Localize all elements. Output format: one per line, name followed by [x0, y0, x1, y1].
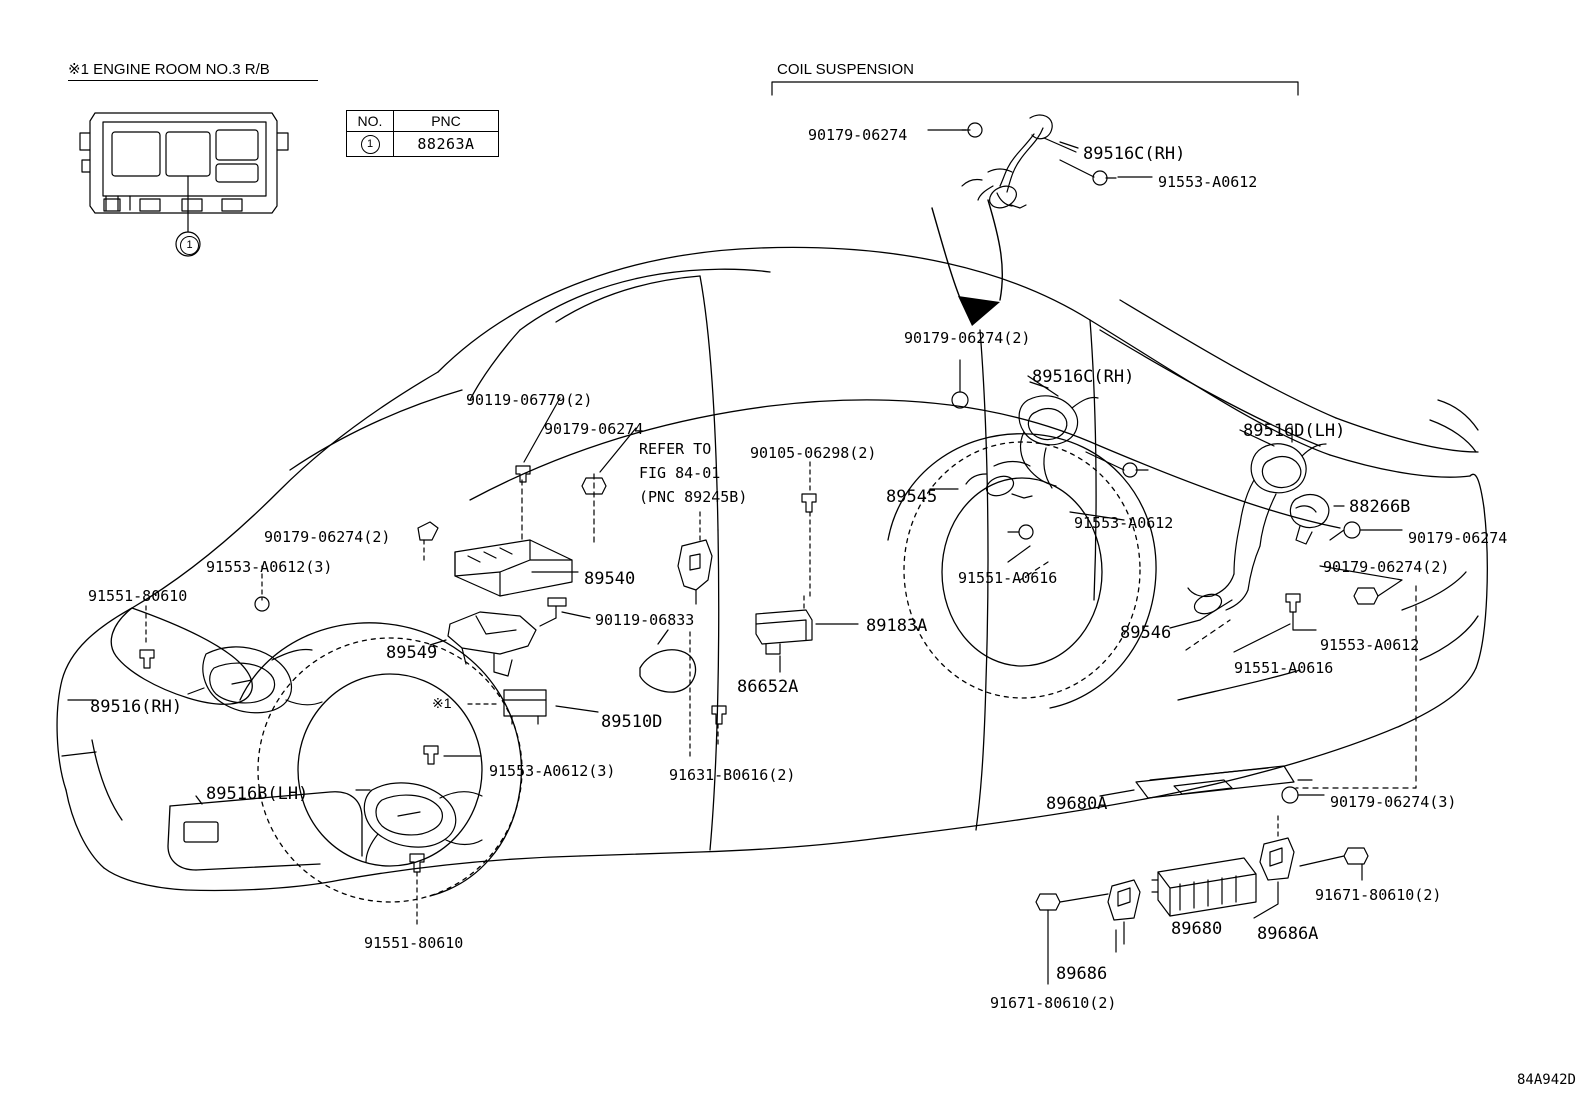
- part-label-89516c-rh: 89516C(RH): [1032, 367, 1135, 387]
- col-header-pnc: PNC: [394, 111, 499, 132]
- relay-box-callout: [180, 235, 199, 255]
- part-label-91553-a0612-3: 91553-A0612(3): [206, 558, 333, 576]
- table-header-row: [347, 111, 499, 132]
- part-label-91551-a0616: 91551-A0616: [1234, 659, 1334, 677]
- part-label-89680a: 89680A: [1046, 794, 1108, 814]
- part-label-89516b-lh: 89516B(LH): [206, 784, 309, 804]
- row-no-cell: [347, 132, 394, 157]
- diagram-code: 84A942D: [1516, 1072, 1576, 1088]
- part-label-89516d-lh: 89516D(LH): [1243, 421, 1346, 441]
- part-label-89686a: 89686A: [1257, 924, 1319, 944]
- part-89516D-LH: [1188, 444, 1326, 617]
- part-89516B-LH: [364, 783, 482, 862]
- part-label-89540: 89540: [584, 569, 636, 589]
- bolt-91631-B0616: [712, 706, 726, 724]
- bolt-90119-06779: [516, 466, 530, 482]
- part-label-91551-80610: 91551-80610: [88, 587, 188, 605]
- table-row: [347, 132, 499, 157]
- refer-note-line-3: (PNC 89245B): [639, 488, 748, 506]
- part-89510D: [504, 690, 546, 724]
- part-86652A: [756, 610, 812, 654]
- part-label-90179-06274-3: 90179-06274(3): [1330, 793, 1457, 811]
- coil-suspension-title: COIL SUSPENSION: [777, 61, 914, 78]
- part-89245B-bracket: [678, 540, 712, 604]
- part-label-91553-a0612-3: 91553-A0612(3): [489, 762, 616, 780]
- part-label-88266b: 88266B: [1349, 497, 1411, 517]
- bolt-91553-A0612-right: [1286, 594, 1300, 612]
- part-label-90119-06833: 90119-06833: [595, 611, 695, 629]
- bolt-91551-80610-left: [140, 650, 154, 668]
- bolt-91553-A0612-3: [424, 746, 438, 764]
- callout-number-1: 1: [180, 236, 199, 255]
- part-89549: [448, 612, 536, 676]
- note-marker-1: ※1: [432, 695, 452, 711]
- part-label-89545: 89545: [886, 487, 938, 507]
- callout-number: 1: [361, 135, 380, 154]
- col-header-no: NO.: [347, 111, 394, 132]
- part-label-91671-80610-2: 91671-80610(2): [990, 994, 1117, 1012]
- part-label-91551-80610: 91551-80610: [364, 934, 464, 952]
- part-label-91631-b0616-2: 91631-B0616(2): [669, 766, 796, 784]
- engine-room-relay-box: [80, 113, 288, 232]
- part-label-90179-06274-2: 90179-06274(2): [904, 329, 1031, 347]
- part-label-90105-06298-2: 90105-06298(2): [750, 444, 877, 462]
- part-label-89510d: 89510D: [601, 712, 663, 732]
- engine-room-underline: [68, 80, 318, 81]
- part-89686-bracket: [1108, 880, 1140, 920]
- part-88266B: [1290, 495, 1328, 544]
- refer-note-line-1: REFER TO: [639, 440, 712, 458]
- bolt-91671-80610-right: [1344, 848, 1368, 864]
- pnc-table: [346, 110, 499, 157]
- part-label-89680: 89680: [1171, 919, 1223, 939]
- bolt-90179-06274-2-right: [1354, 588, 1378, 604]
- part-label-89549: 89549: [386, 643, 438, 663]
- part-89686A-bracket: [1260, 838, 1294, 880]
- part-label-91551-a0616: 91551-A0616: [958, 569, 1058, 587]
- part-label-91553-a0612: 91553-A0612: [1074, 514, 1174, 532]
- part-label-89546: 89546: [1120, 623, 1172, 643]
- part-label-91553-a0612: 91553-A0612: [1158, 173, 1258, 191]
- part-label-91671-80610-2: 91671-80610(2): [1315, 886, 1442, 904]
- part-label-90179-06274-2: 90179-06274(2): [1323, 558, 1450, 576]
- part-label-89516-rh: 89516(RH): [90, 697, 183, 717]
- part-label-90179-06274: 90179-06274: [1408, 529, 1508, 547]
- part-label-90179-06274: 90179-06274: [808, 126, 908, 144]
- bolt-91551-80610-bottom: [410, 854, 424, 872]
- part-label-90119-06779-2: 90119-06779(2): [466, 391, 593, 409]
- part-89516-RH: [203, 647, 322, 713]
- row-pnc-cell: 88263A: [394, 132, 499, 157]
- part-label-89516c-rh: 89516C(RH): [1083, 144, 1186, 164]
- nut-90179-06274-hood: [582, 478, 606, 494]
- part-label-89183a: 89183A: [866, 616, 928, 636]
- part-89680A-antenna: [1136, 766, 1294, 798]
- part-label-90179-06274-2: 90179-06274(2): [264, 528, 391, 546]
- bolt-90105-06298: [802, 494, 816, 512]
- refer-note-line-2: FIG 84-01: [639, 464, 721, 482]
- part-89516C-RH-mid: [966, 396, 1098, 499]
- coil-suspension-bracket: [772, 82, 1298, 95]
- bolt-91671-80610-bottom: [1036, 894, 1060, 910]
- part-label-90179-06274: 90179-06274: [544, 420, 644, 438]
- part-89540: [455, 540, 572, 596]
- part-89680-ecu: [1152, 858, 1256, 916]
- part-label-89686: 89686: [1056, 964, 1108, 984]
- engine-room-title: ※1 ENGINE ROOM NO.3 R/B: [68, 61, 270, 78]
- part-label-91553-a0612: 91553-A0612: [1320, 636, 1420, 654]
- part-label-86652a: 86652A: [737, 677, 799, 697]
